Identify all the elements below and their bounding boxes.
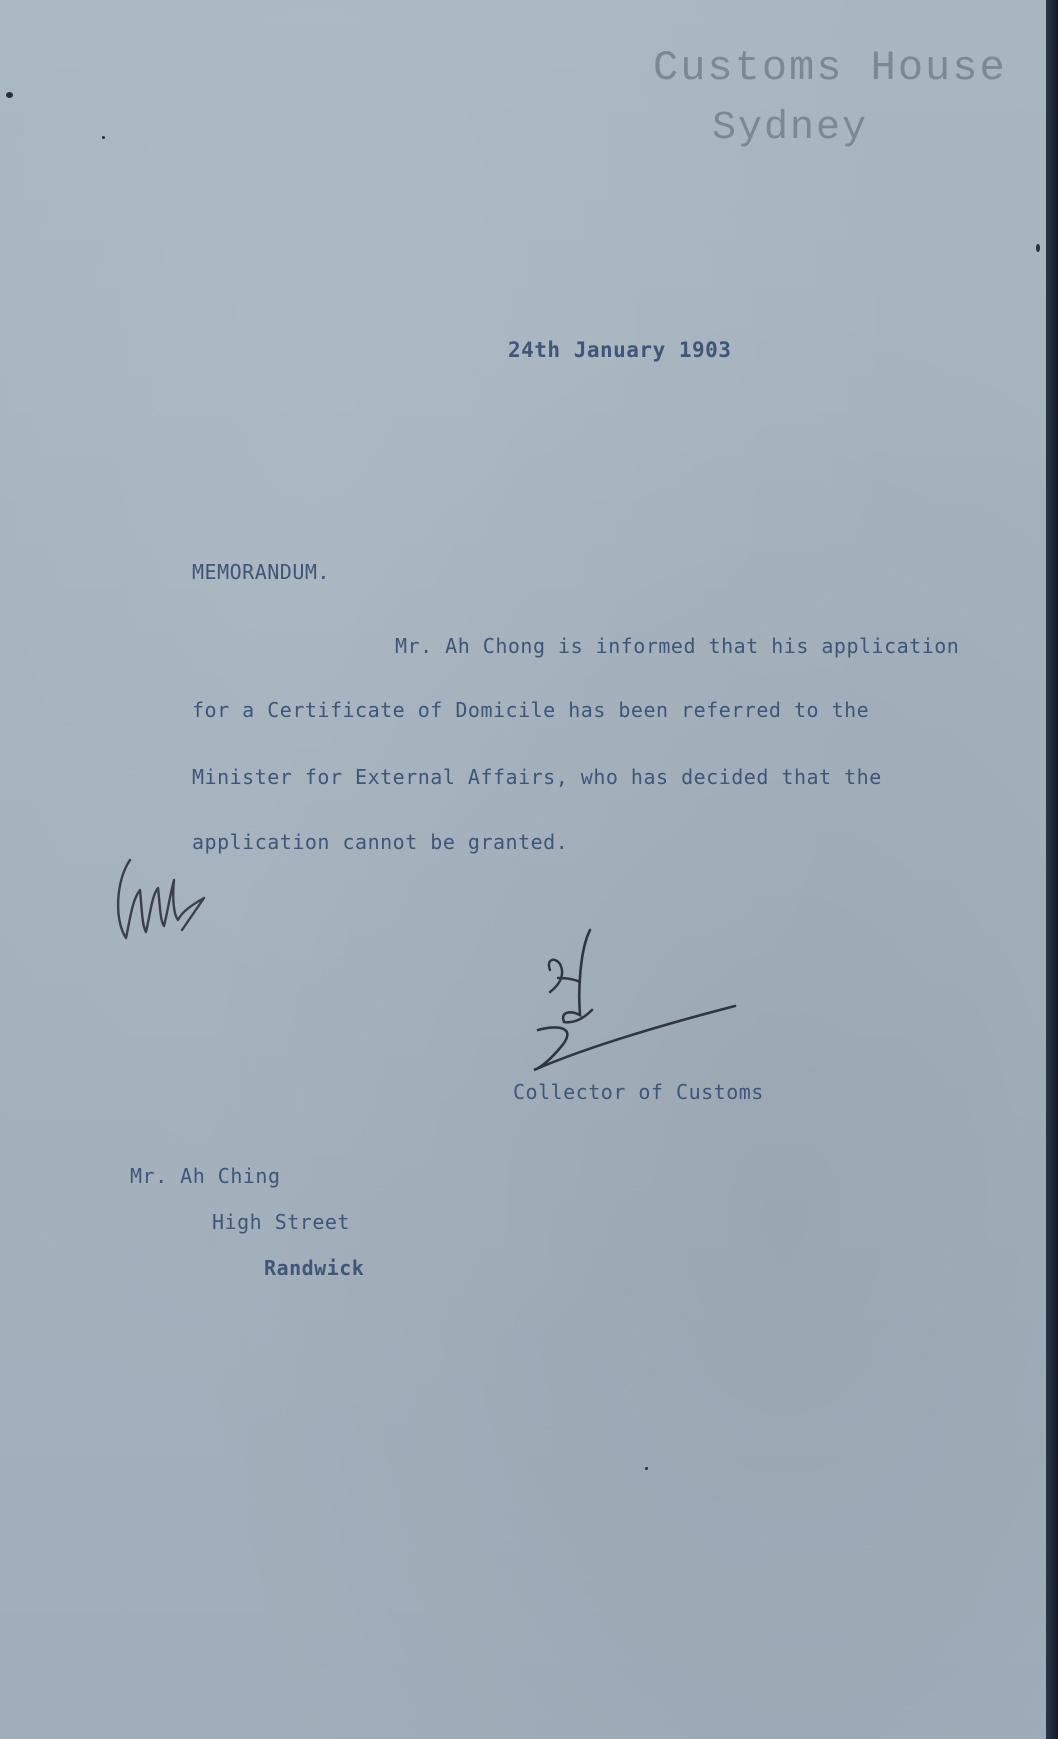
- scan-edge: [1046, 0, 1058, 1739]
- letterhead-line-2: Sydney: [712, 106, 869, 151]
- address-name: Mr. Ah Ching: [130, 1164, 281, 1188]
- memo-date: 24th January 1903: [508, 338, 732, 362]
- handwritten-signature: [520, 920, 740, 1090]
- body-line-3: Minister for External Affairs, who has decided that the: [192, 765, 882, 789]
- body-line-4: application cannot be granted.: [192, 830, 569, 854]
- handwritten-initials-mark: [112, 840, 212, 950]
- body-line-1: Mr. Ah Chong is informed that his application: [395, 634, 960, 658]
- letterhead-line-1: Customs House: [653, 44, 1007, 92]
- signatory-title: Collector of Customs: [513, 1080, 764, 1104]
- paper-speck: [1036, 244, 1040, 252]
- address-suburb: Randwick: [264, 1256, 365, 1280]
- paper-speck: [102, 136, 105, 139]
- body-line-2: for a Certificate of Domicile has been referred to the: [192, 698, 870, 722]
- paper-speck: [6, 92, 13, 98]
- address-street: High Street: [212, 1210, 350, 1234]
- paper-speck: [645, 1467, 648, 1470]
- memo-heading: MEMORANDUM.: [192, 560, 330, 584]
